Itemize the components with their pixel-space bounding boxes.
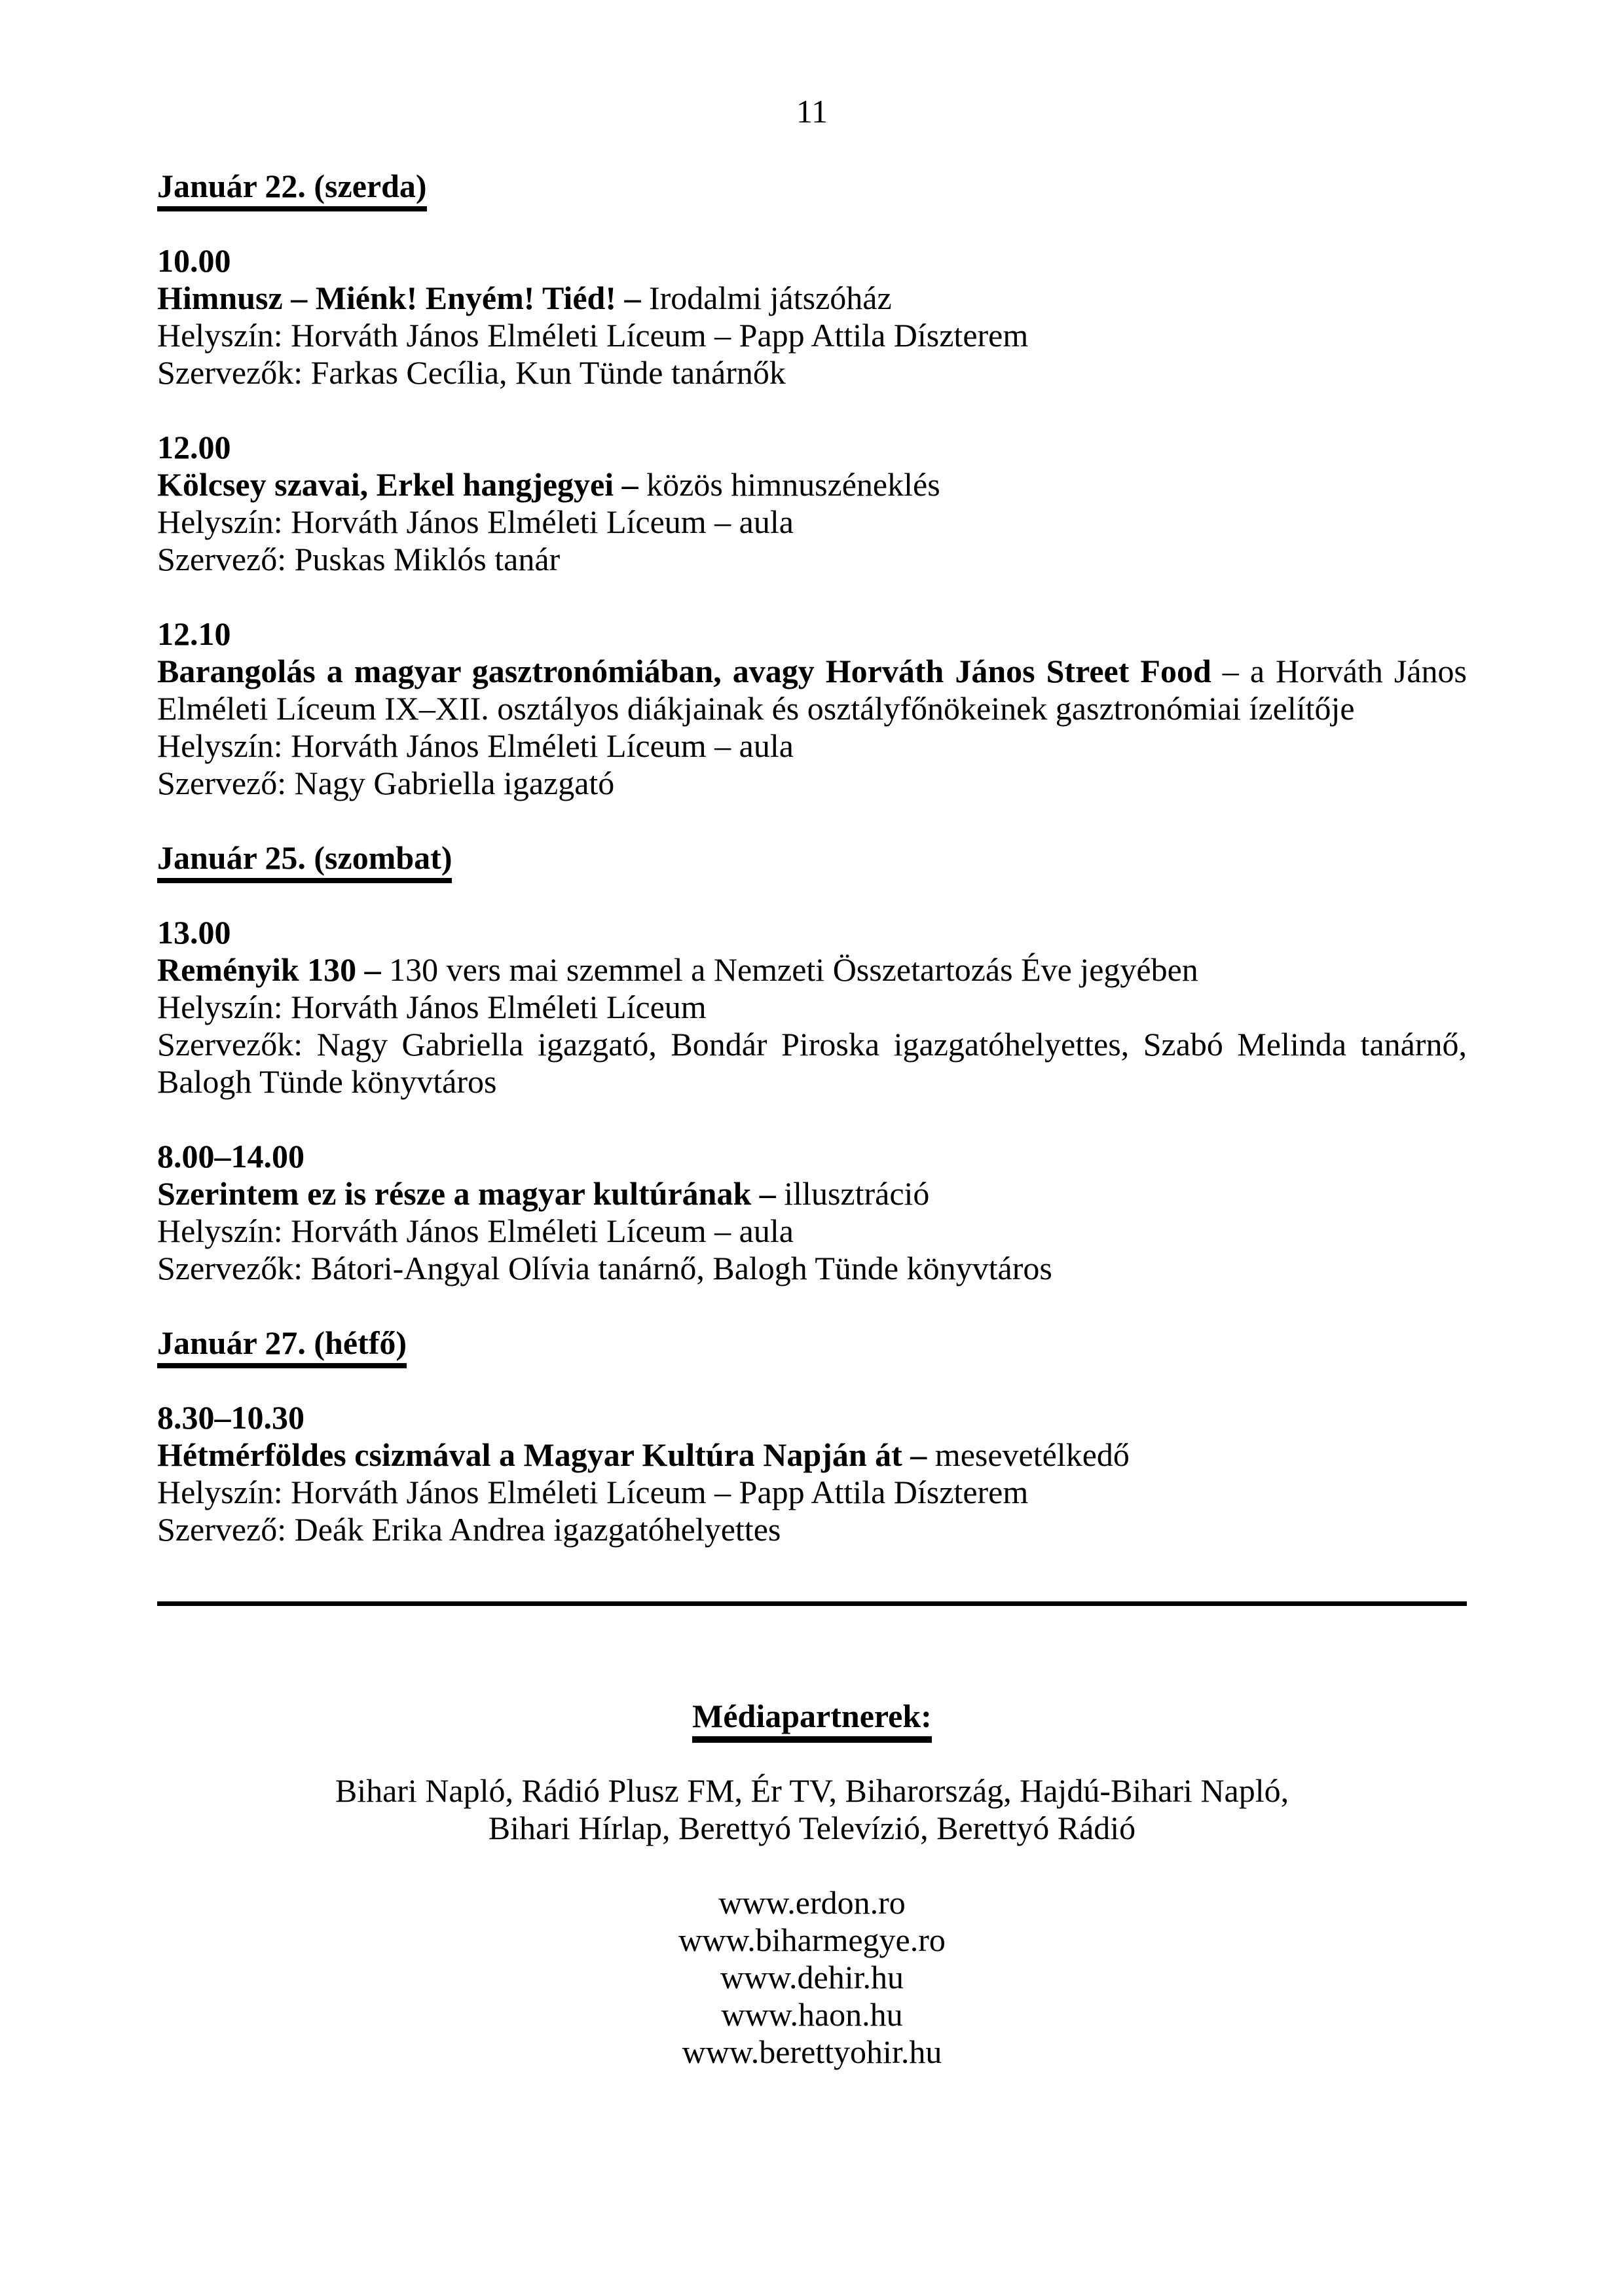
spacer (157, 1548, 1467, 1586)
section-divider (157, 1601, 1467, 1606)
media-partners-heading-text: Médiapartnerek: (692, 1698, 932, 1743)
event-title (157, 653, 1467, 727)
event-entry (157, 429, 1467, 578)
event-title-bold: Szerintem ez is része a magyar kultúrának – (157, 1175, 776, 1212)
media-partners-line: Bihari Hírlap, Berettyó Televízió, Berettyó Rádió (488, 1810, 1136, 1846)
event-location: Helyszín: Horváth János Elméleti Líceum – Papp Attila Díszterem (157, 317, 1029, 354)
event-title-bold: Hétmérföldes csizmával a Magyar Kultúra Napján át – (157, 1436, 927, 1473)
event-entry (157, 1138, 1467, 1287)
event-location: Helyszín: Horváth János Elméleti Líceum – aula (157, 503, 794, 540)
day-heading-3 (157, 1324, 1467, 1362)
event-entry (157, 1399, 1467, 1548)
event-title (157, 1175, 1467, 1212)
spacer (157, 130, 1467, 168)
event-time: 10.00 (157, 242, 231, 279)
spacer (157, 1287, 1467, 1324)
media-partners-heading (157, 1698, 1467, 1735)
event-entry (157, 242, 1467, 392)
event-title-rest: illusztráció (775, 1175, 930, 1212)
day-heading-2 (157, 839, 1467, 877)
spacer (157, 578, 1467, 615)
event-title-bold: Himnusz – Miénk! Enyém! Tiéd! – (157, 280, 641, 316)
event-time: 12.10 (157, 615, 231, 652)
event-title-bold: Kölcsey szavai, Erkel hangjegyei – (157, 466, 638, 503)
spacer (157, 1101, 1467, 1138)
spacer (157, 802, 1467, 839)
event-time: 12.00 (157, 429, 231, 465)
spacer (157, 1623, 1467, 1660)
event-entry (157, 914, 1467, 1101)
spacer (157, 1660, 1467, 1698)
event-title (157, 951, 1467, 989)
event-title-rest: Irodalmi játszóház (640, 280, 892, 316)
event-time: 13.00 (157, 914, 231, 951)
day-heading-1-text: Január 22. (szerda) (157, 168, 427, 211)
event-title (157, 280, 1467, 317)
website-text: www.biharmegye.ro (678, 1922, 946, 1958)
event-organizer: Szervezők: Nagy Gabriella igazgató, Bondár Piroska igazgatóhelyettes, Szabó Melinda tanárnő, Balogh Tünde könyvtáros (157, 1026, 1467, 1100)
event-title-rest: – a Horváth János Elméleti Líceum IX–XII. osztályos diákjainak és osztályfőnökeinek gasztronómiai ízelítője (157, 653, 1467, 727)
website-text: www.berettyohir.hu (682, 2033, 942, 2070)
event-location: Helyszín: Horváth János Elméleti Líceum – aula (157, 727, 794, 764)
event-time: 8.00–14.00 (157, 1138, 304, 1175)
event-title-rest: 130 vers mai szemmel a Nemzeti Összetartozás Éve jegyében (380, 951, 1198, 988)
event-title-rest: mesevetélkedő (927, 1436, 1130, 1473)
website-text: www.haon.hu (721, 1996, 903, 2033)
media-partners-line: Bihari Napló, Rádió Plusz FM, Ér TV, Biharország, Hajdú-Bihari Napló, (335, 1772, 1289, 1809)
event-organizer: Szervező: Puskas Miklós tanár (157, 541, 561, 577)
event-location: Helyszín: Horváth János Elméleti Líceum (157, 989, 707, 1025)
day-heading-1 (157, 168, 1467, 205)
event-title-bold: Barangolás a magyar gasztronómiában, avagy Horváth János Street Food (157, 653, 1211, 689)
website-text: www.dehir.hu (720, 1959, 904, 1995)
event-organizer: Szervező: Deák Erika Andrea igazgatóhelyettes (157, 1511, 781, 1548)
event-title (157, 466, 1467, 503)
event-organizer: Szervezők: Bátori-Angyal Olívia tanárnő, Balogh Tünde könyvtáros (157, 1250, 1052, 1286)
page-number: 11 (796, 93, 828, 130)
event-location: Helyszín: Horváth János Elméleti Líceum – Papp Attila Díszterem (157, 1474, 1029, 1510)
event-title (157, 1436, 1467, 1474)
day-heading-2-text: Január 25. (szombat) (157, 839, 452, 883)
spacer (157, 392, 1467, 429)
event-title-bold: Reményik 130 – (157, 951, 381, 988)
event-entry (157, 615, 1467, 802)
event-title-rest: közös himnuszéneklés (638, 466, 940, 503)
spacer (157, 1847, 1467, 1884)
day-heading-3-text: Január 27. (hétfő) (157, 1324, 407, 1368)
event-organizer: Szervező: Nagy Gabriella igazgató (157, 765, 615, 801)
website-text: www.erdon.ro (718, 1884, 906, 1921)
event-organizer: Szervezők: Farkas Cecília, Kun Tünde tanárnők (157, 354, 786, 391)
event-location: Helyszín: Horváth János Elméleti Líceum – aula (157, 1212, 794, 1249)
event-time: 8.30–10.30 (157, 1399, 304, 1436)
